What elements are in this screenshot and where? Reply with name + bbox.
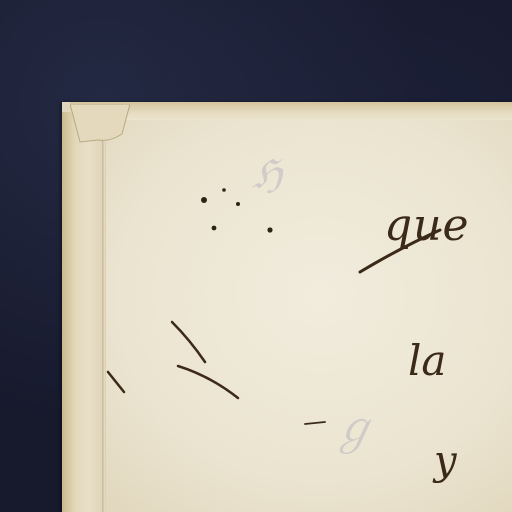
ink-spot	[236, 202, 240, 206]
handwritten-word: la	[408, 336, 447, 385]
handwritten-word: y	[434, 438, 457, 484]
ink-stroke	[178, 366, 238, 398]
ink-stroke	[360, 230, 440, 272]
ink-spot	[222, 188, 226, 192]
ink-stroke	[172, 322, 205, 362]
ink-bleed-through: ℌ	[252, 152, 283, 198]
handwritten-word: que	[384, 200, 470, 251]
ink-spot	[201, 197, 207, 203]
ink-spot	[267, 227, 272, 232]
ink-stroke	[305, 422, 325, 424]
ink-stroke	[108, 372, 124, 392]
ink-bleed-through: ℊ	[332, 403, 376, 454]
ink-spot	[212, 226, 217, 231]
